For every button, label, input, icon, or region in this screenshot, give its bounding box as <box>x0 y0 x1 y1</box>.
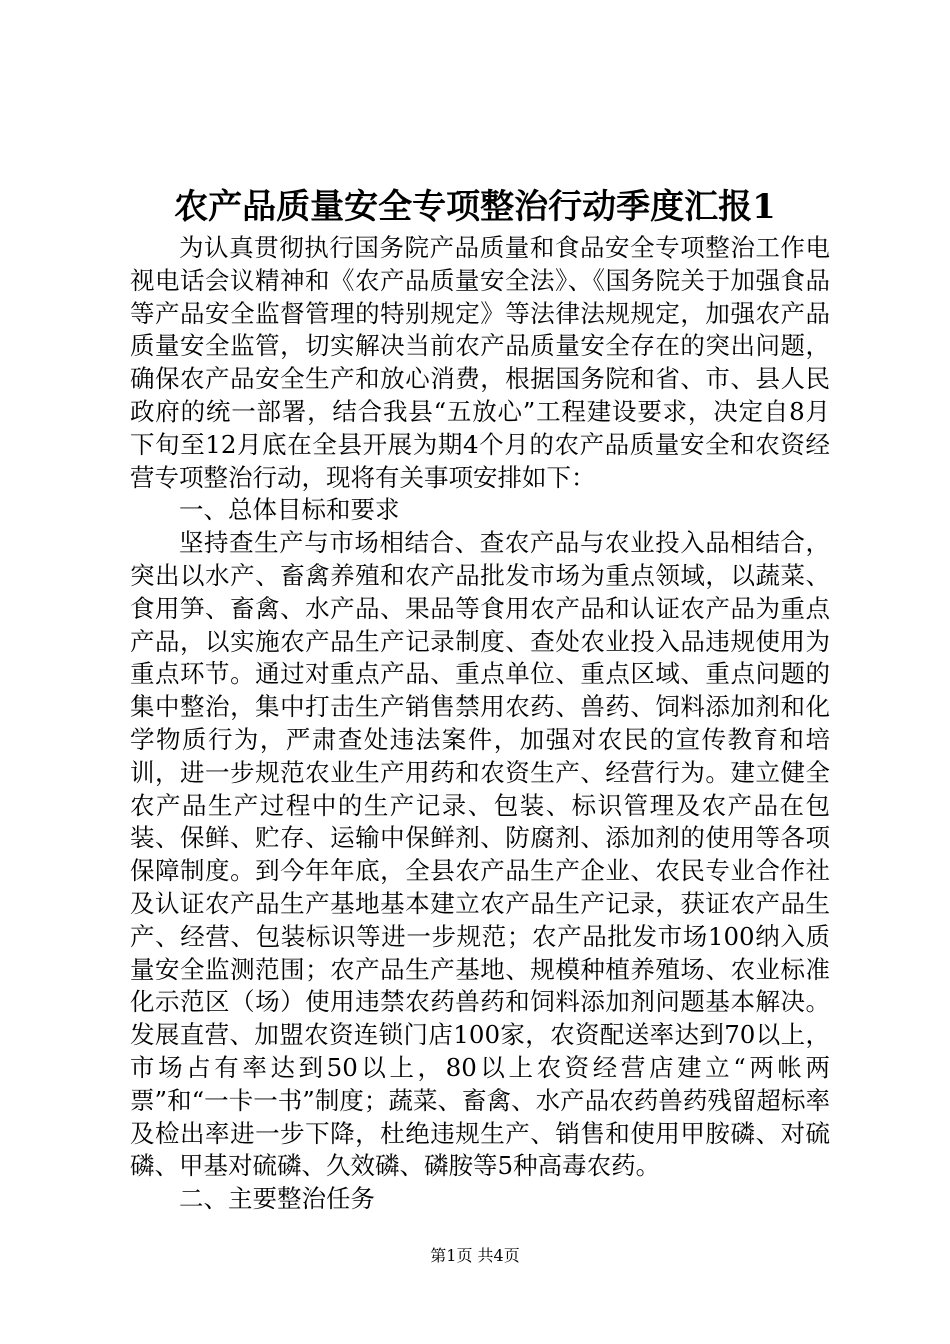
section-heading-1: 一、总体目标和要求 <box>179 495 400 525</box>
document-body <box>130 232 830 1216</box>
document-title: 农产品质量安全专项整治行动季度汇报1 <box>174 187 776 227</box>
section-heading-2: 二、主要整治任务 <box>179 1184 375 1214</box>
page-footer: 第1页 共4页 <box>430 1246 520 1265</box>
section-1-paragraph: 坚持查生产与市场相结合、查农产品与农业投入品相结合，突出以水产、畜禽养殖和农产品批发市场为重点领域，以蔬菜、食用笋、畜禽、水产品、果品等食用农产品和认证农产品为重点产品，以实施农产品生产记录制度、查处农业投入品违规使用为重点环节。通过对重点产品、重点单位、重点区域、重点问题的集中整治，集中打击生产销售禁用农药、兽药、饲料添加剂和化学物质行为，严肃查处违法案件，加强对农民的宣传教育和培训，进一步规范农业生产用药和农资生产、经营行为。建立健全农产品生产过程中的生产记录、包装、标识管理及农产品在包装、保鲜、贮存、运输中保鲜剂、防腐剂、添加剂的使用等各项保障制度。到今年年底，全县农产品生产企业、农民专业合作社及认证农产品生产基地基本建立农产品生产记录，获证农产品生产、经营、包装标识等进一步规范；农产品批发市场100纳入质量安全监测范围；农产品生产基地、规模种植养殖场、农业标准化示范区（场）使用违禁农药兽药和饲料添加剂问题基本解决。发展直营、加盟农资连锁门店100家，农资配送率达到70以上，市场占有率达到50以上，80以上农资经营店建立“两帐两票”和“一卡一书”制度；蔬菜、畜禽、水产品农药兽药残留超标率及检出率进一步下降，杜绝违规生产、销售和使用甲胺磷、对硫磷、甲基对硫磷、久效磷、磷胺等5种高毒农药。 <box>130 528 830 1181</box>
intro-paragraph: 为认真贯彻执行国务院产品质量和食品安全专项整治工作电视电话会议精神和《农产品质量安全法》、《国务院关于加强食品等产品安全监督管理的特别规定》等法律法规规定，加强农产品质量安全监管，切实解决当前农产品质量安全存在的突出问题，确保农产品安全生产和放心消费，根据国务院和省、市、县人民政府的统一部署，结合我县“五放心”工程建设要求，决定自8月下旬至12月底在全县开展为期4个月的农产品质量安全和农资经营专项整治行动，现将有关事项安排如下： <box>130 233 830 492</box>
